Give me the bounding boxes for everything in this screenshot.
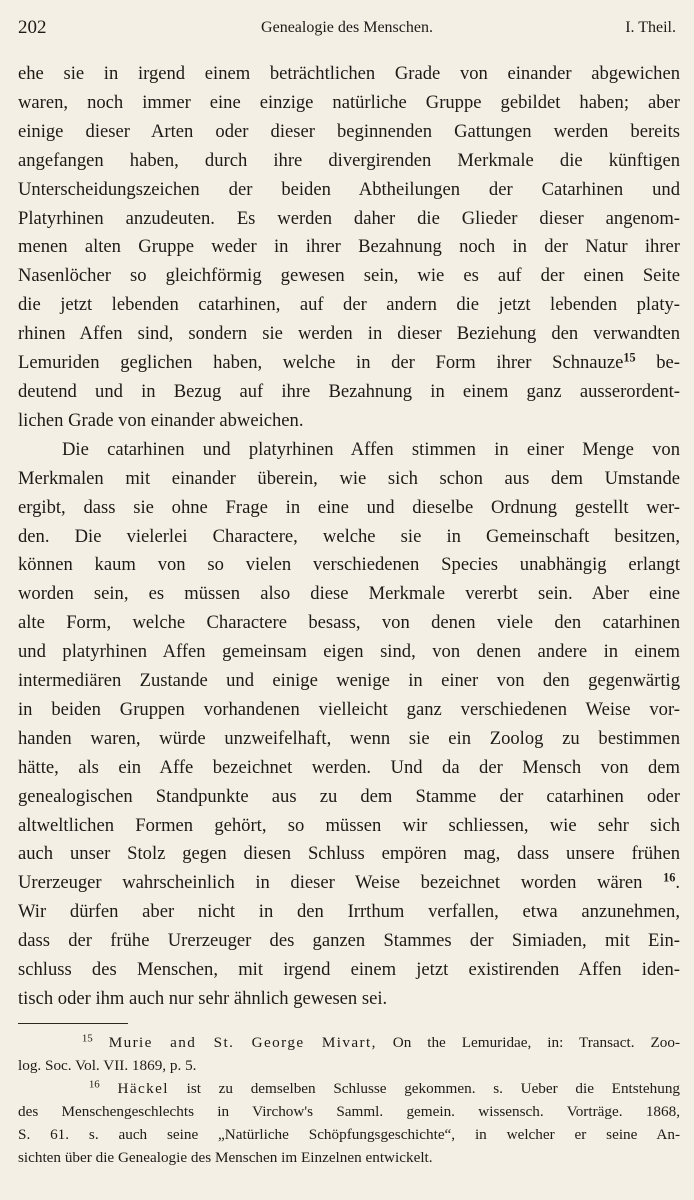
main-text [18, 60, 680, 1014]
footnote-author: Häckel [117, 1080, 169, 1097]
text-line: Unterscheidungszeichen der beiden Abtheilungen der Catarhinen und [18, 178, 680, 200]
footnote-line [18, 1077, 680, 1100]
text-segment: be- [656, 352, 680, 374]
text-line: ehe sie in irgend einem beträchtlichen Grade von einander abgewichen [18, 63, 680, 84]
text-line: waren, noch immer eine einzige natürliche Gruppe gebildet haben; aber [18, 91, 680, 113]
text-line: Wir dürfen aber nicht in den Irrthum verfallen, etwa anzunehmen, [18, 901, 680, 923]
running-title: Genealogie des Menschen. [261, 19, 433, 36]
footnote-divider [18, 1023, 128, 1024]
text-line: altweltlichen Formen gehört, so müssen wir schliessen, wie sehr sich [18, 814, 680, 836]
text-line: genealogischen Standpunkte aus zu dem Stamme der catarhinen oder [18, 785, 680, 807]
footnote-15 [18, 1031, 680, 1077]
page-number: 202 [18, 17, 47, 38]
text-line: alte Form, welche Charactere besass, von denen viele den catarhinen [18, 612, 680, 634]
text-line: können kaum von so vielen verschiedenen Species unabhängig erlangt [18, 554, 680, 576]
text-line: ergibt, dass sie ohne Frage in eine und dieselbe Ordnung gestellt wer- [18, 496, 680, 518]
footnote-line: log. Soc. Vol. VII. 1869, p. 5. [18, 1057, 197, 1074]
text-line: den. Die vielerlei Charactere, welche sie in Gemeinschaft besitzen, [18, 525, 680, 547]
running-header [18, 14, 676, 42]
text-line: lichen Grade von einander abweichen. [18, 409, 304, 431]
footnote-text: ist zu demselben Schlusse gekommen. s. Ueber die Entstehung [168, 1080, 681, 1097]
text-line: tisch oder ihm auch nur sehr ähnlich gewesen sei. [18, 988, 388, 1009]
text-line: einige dieser Arten oder dieser beginnenden Gattungen werden bereits [18, 120, 680, 142]
footnote-author: Murie and St. George Mivart, [108, 1034, 377, 1051]
footnote-line: sichten über die Genealogie des Menschen im Einzelnen entwickelt. [18, 1149, 433, 1166]
text-line: die jetzt lebenden catarhinen, auf der andern die jetzt lebenden platy- [18, 294, 680, 316]
text-line: handen waren, würde unzweifelhaft, wenn sie ein Zoolog zu bestimmen [18, 727, 680, 749]
text-line: hätte, als ein Affe bezeichnet werden. Und da der Mensch von dem [18, 756, 680, 778]
text-segment: Urerzeuger wahrscheinlich in dieser Weise bezeichnet worden wären [18, 872, 643, 894]
text-line: dass der frühe Urerzeuger des ganzen Stammes der Simiaden, mit Ein- [18, 930, 680, 952]
text-segment: Lemuriden geglichen haben, welche in der Form ihrer Schnauze [18, 352, 624, 374]
footnote-marker: 15 [81, 1032, 93, 1045]
text-line: Platyrhinen anzudeuten. Es werden daher die Glieder dieser angenom- [18, 207, 680, 229]
footnotes [18, 1031, 680, 1169]
text-line-with-ref: Urerzeuger wahrscheinlich in dieser Weise bezeichnet worden wären $^{16}$. [18, 870, 680, 894]
footnote-ref-16: 16 [663, 870, 676, 885]
footnote-line: des Menschengeschlechts in Virchow's Samml. gemein. wissensch. Vorträge. 1868, [18, 1103, 680, 1120]
footnote-line: S. 61. s. auch seine „Natürliche Schöpfungsgeschichte“, in welcher er seine An- [18, 1126, 680, 1143]
text-line: und platyrhinen Affen gemeinsam eigen sind, von denen andere in einem [18, 641, 680, 663]
text-line: Merkmalen mit einander überein, wie sich schon aus dem Umstande [18, 467, 680, 489]
text-line: rhinen Affen sind, sondern sie werden in dieser Beziehung den verwandten [18, 323, 680, 345]
footnote-text: On the Lemuridae, in: Transact. Zoo- [376, 1034, 681, 1051]
text-line: Die catarhinen und platyrhinen Affen stimmen in einer Menge von [62, 438, 680, 460]
footnote-line [18, 1031, 680, 1054]
text-line: worden sein, es müssen also diese Merkmale vererbt sein. Aber eine [18, 583, 680, 605]
part-label: I. Theil. [625, 19, 676, 36]
text-line: menen alten Gruppe weder in ihrer Bezahnung noch in der Natur ihrer [18, 236, 680, 258]
text-line: in beiden Gruppen vorhandenen vielleicht ganz verschiedenen Weise vor- [18, 698, 680, 720]
text-line: angefangen haben, durch ihre divergirenden Merkmale die künftigen [18, 149, 680, 171]
text-line: deutend und in Bezug auf ihre Bezahnung in einem ganz ausserordent- [18, 380, 680, 402]
text-line: auch unser Stolz gegen diesen Schluss empören mag, dass unsere frühen [18, 843, 680, 865]
footnote-marker: 16 [88, 1078, 100, 1091]
text-line: schluss des Menschen, mit irgend einem jetzt existirenden Affen iden- [18, 959, 680, 981]
text-line: intermediären Zustande und einige wenige in einer von den gegenwärtig [18, 670, 680, 692]
text-line-with-ref [18, 349, 680, 378]
footnote-16 [18, 1077, 680, 1169]
text-line: Nasenlöcher so gleichförmig gewesen sein, wie es auf der einen Seite [18, 265, 680, 287]
footnote-ref-15: 15 [623, 350, 636, 365]
